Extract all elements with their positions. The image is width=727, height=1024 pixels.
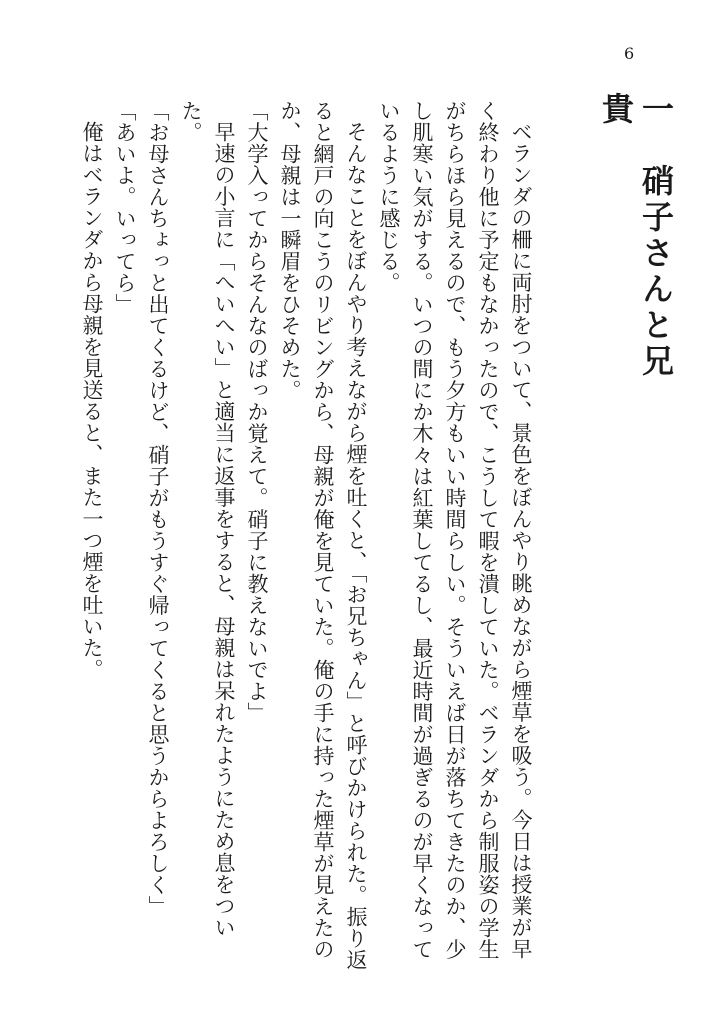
body-text bbox=[75, 100, 537, 980]
paragraph: そんなことをぼんやり考えながら煙を吐くと、「お兄ちゃん」と呼びかけられた。振り返ると網戸の向こうのリビングから、母親が俺を見ていた。俺の手に持った煙草が見えたのか、母親は一瞬眉をひそめた。 bbox=[278, 100, 368, 971]
dialogue-line: 「大学入ってからそんなのばっか覚えて。硝子に教えないでよ」 bbox=[245, 100, 269, 724]
paragraph: ベランダの柵に両肘をついて、景色をぼんやり眺めながら煙草を吸う。今日は授業が早く終わり他に予定もなかったので、こうして暇を潰していた。ベランダから制服姿の学生がちらほら見えるので、もう夕方もいい時間らしい。そういえば日が落ちてきたのか、少し肌寒い気がする。いつの間にか木々は紅葉してるし、最近時間が過ぎるのが早くなっているように感じる。 bbox=[377, 100, 533, 960]
paragraph: 早速の小言に「へいへい」と適当に返事をすると、母親は呆れたようにため息をついた。 bbox=[179, 100, 236, 938]
chapter-title: 一 硝子さんと兄貴 bbox=[597, 92, 675, 380]
page-number: 6 bbox=[624, 44, 635, 63]
dialogue-line: 「お母さんちょっと出てくるけど、硝子がもうすぐ帰ってくると思うからよろしく」 bbox=[146, 100, 170, 917]
dialogue-line: 「あいよ。いってら」 bbox=[113, 100, 137, 315]
paragraph: 俺はベランダから母親を見送ると、また一つ煙を吐いた。 bbox=[80, 121, 104, 680]
